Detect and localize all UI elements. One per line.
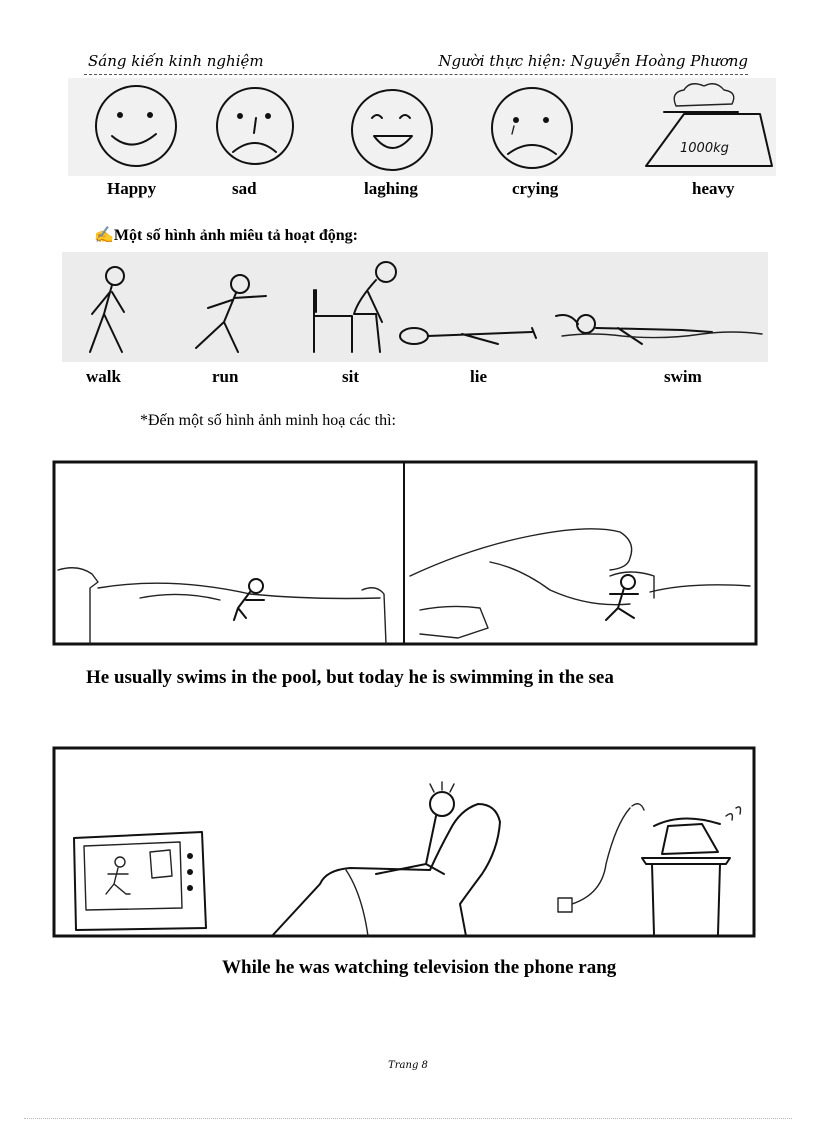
label-sit: sit — [342, 367, 359, 386]
label-walk: walk — [86, 367, 121, 386]
activities-heading-text: Một số hình ảnh miêu tả hoạt động: — [113, 227, 358, 244]
bottom-border — [24, 1118, 792, 1119]
label-crying: crying — [512, 179, 559, 198]
header-left-title: Sáng kiến kinh nghiệm — [88, 52, 264, 70]
television-comic — [50, 744, 758, 940]
activities-heading — [94, 225, 358, 245]
caption-swimming: He usually swims in the pool, but today he is swimming in the sea — [86, 667, 614, 688]
label-run: run — [212, 367, 239, 386]
label-happy: Happy — [107, 179, 157, 198]
page-number: Trang 8 — [388, 1060, 428, 1071]
header-divider — [84, 74, 748, 75]
feelings-illustration — [68, 78, 776, 176]
svg-text:1000kg: 1000kg — [680, 141, 729, 156]
label-laughing: laghing — [364, 179, 418, 198]
caption-television: While he was watching television the phone rang — [222, 957, 617, 978]
label-heavy: heavy — [692, 179, 735, 198]
label-swim: swim — [664, 367, 702, 386]
label-sad: sad — [232, 179, 257, 198]
swimming-comic — [50, 458, 760, 648]
tenses-intro: *Đến một số hình ảnh minh hoạ các thì: — [140, 412, 396, 429]
header-author: Người thực hiện: Nguyễn Hoàng Phương — [438, 52, 748, 70]
activities-illustration — [62, 252, 768, 362]
writing-hand-icon: ✍ — [94, 227, 114, 244]
label-lie: lie — [470, 367, 487, 386]
